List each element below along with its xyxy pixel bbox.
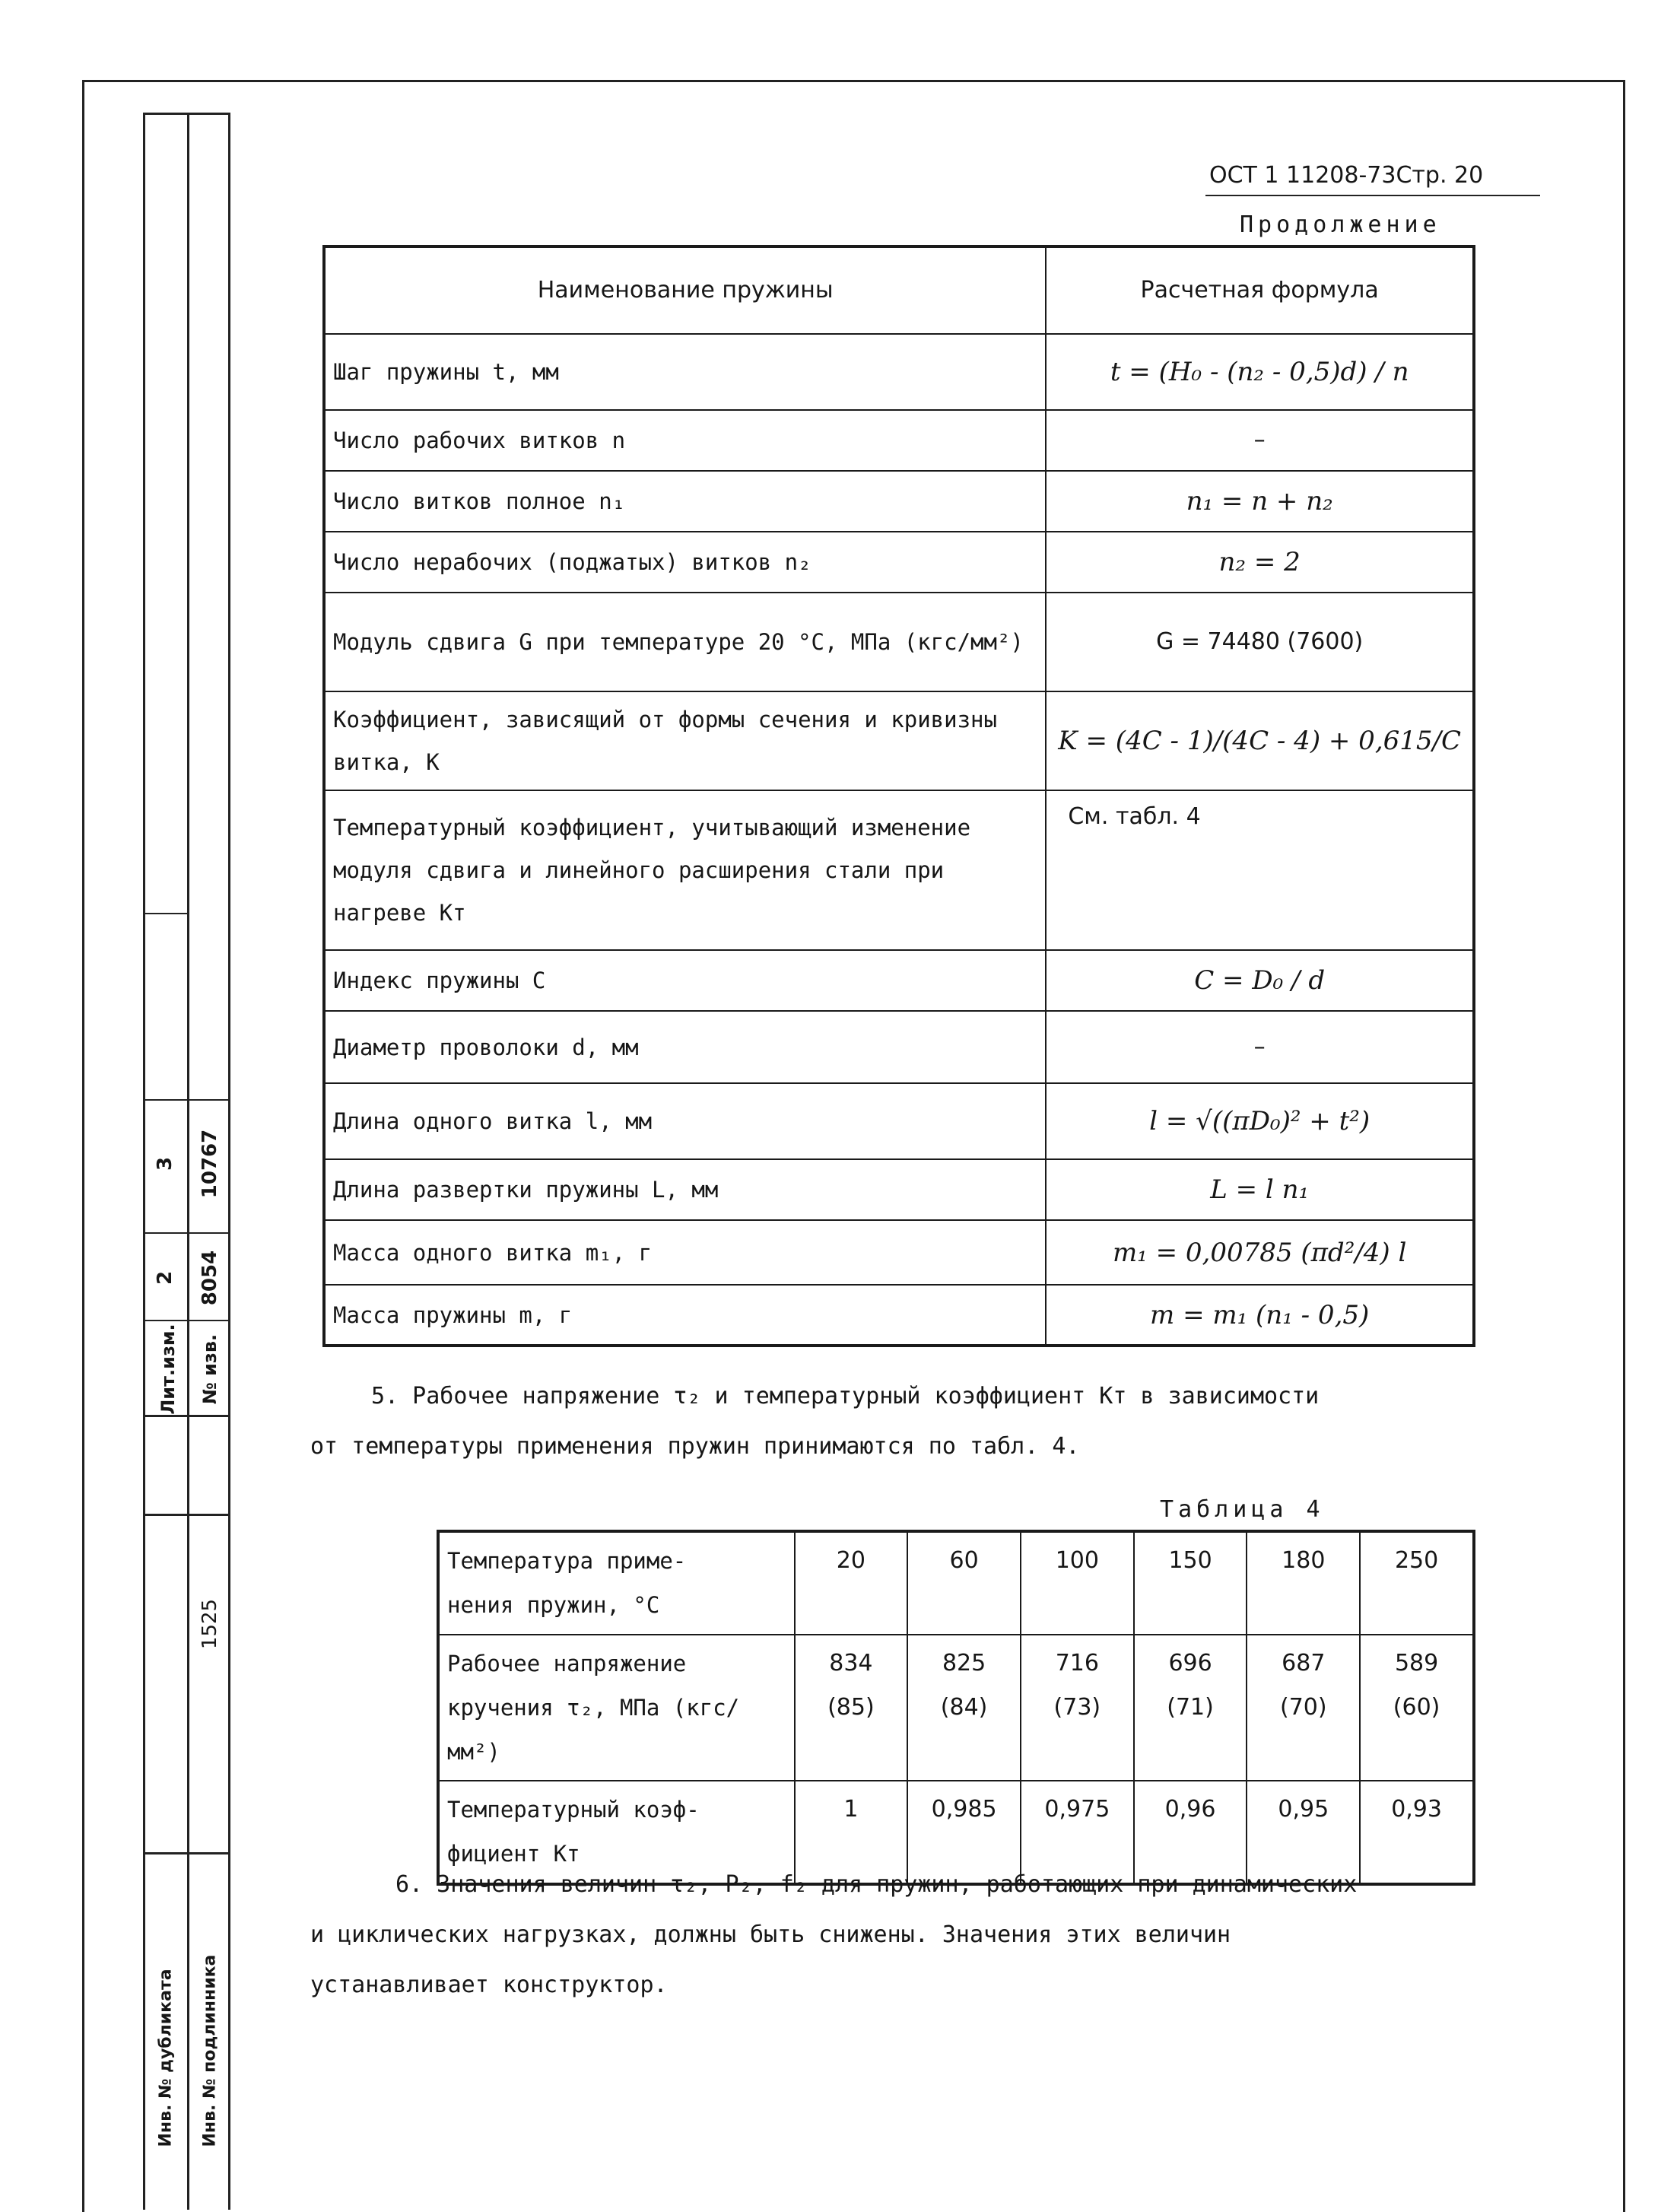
row-name: Число нерабочих (поджатых) витков n₂ [324, 532, 1046, 593]
table-4-caption: Таблица 4 [1160, 1496, 1325, 1523]
change-number-2: 2 [154, 1270, 176, 1286]
row-formula: – [1046, 1011, 1474, 1083]
table-row [324, 790, 1474, 950]
stress-kgs: (70) [1280, 1694, 1327, 1721]
continuation-label: Продолжение [1240, 211, 1441, 238]
row-formula: – [1046, 410, 1474, 471]
paragraph-6-line-1: 6. Значения величин τ₂, P₂, f₂ для пружин, работающих при динамических [395, 1871, 1358, 1898]
temperature-cell: 250 [1360, 1531, 1474, 1635]
stress-cell [1134, 1635, 1247, 1781]
table-row [324, 532, 1474, 593]
row-formula: n₂ = 2 [1046, 532, 1474, 593]
stress-cell [1360, 1635, 1474, 1781]
coefficient-cell: 0,95 [1247, 1781, 1360, 1884]
table-row [324, 1159, 1474, 1220]
row-formula: K = (4C - 1)/(4C - 4) + 0,615/C [1046, 691, 1474, 790]
stress-cell [1247, 1635, 1360, 1781]
inv-dublikata-label: Инв. № дубликата [156, 1969, 176, 2147]
row-name: Индекс пружины C [324, 950, 1046, 1011]
row-label-stress [438, 1635, 795, 1781]
notice-number-10767: 10767 [199, 1129, 221, 1199]
temperature-cell: 20 [795, 1531, 908, 1635]
paragraph-5-line-2: от температуры применения пружин принимаются по табл. 4. [310, 1433, 1080, 1460]
row-name: Масса одного витка m₁, г [324, 1220, 1046, 1285]
table-row [324, 593, 1474, 691]
temperature-cell: 150 [1134, 1531, 1247, 1635]
label-line: фициент Kт [447, 1841, 580, 1867]
document-code: ОСТ 1 11208-73Стр. 20 [1209, 162, 1484, 189]
row-label-temperature [438, 1531, 795, 1635]
stress-mpa: 834 [829, 1650, 873, 1676]
row-formula: n₁ = n + n₂ [1046, 471, 1474, 532]
table-row [324, 1220, 1474, 1285]
temperature-cell: 60 [907, 1531, 1021, 1635]
table-row [324, 334, 1474, 410]
stress-kgs: (73) [1053, 1694, 1101, 1721]
change-number-3: 3 [154, 1156, 176, 1171]
paragraph-6-line-3: устанавливает конструктор. [310, 1972, 668, 1998]
table-row [324, 1083, 1474, 1159]
table-4 [437, 1530, 1475, 1886]
stress-mpa: 687 [1282, 1650, 1326, 1676]
stress-kgs: (71) [1167, 1694, 1214, 1721]
stress-cell [795, 1635, 908, 1781]
row-formula: l = √((πD₀)² + t²) [1046, 1083, 1474, 1159]
table-row [438, 1635, 1474, 1781]
row-formula: L = l n₁ [1046, 1159, 1474, 1220]
table-row [324, 410, 1474, 471]
table-row [438, 1531, 1474, 1635]
stress-cell [907, 1635, 1021, 1781]
stress-kgs: (60) [1393, 1694, 1440, 1721]
stress-mpa: 589 [1394, 1650, 1439, 1676]
notice-number-8054: 8054 [199, 1250, 221, 1306]
coefficient-cell: 0,975 [1021, 1781, 1134, 1884]
stress-mpa: 825 [942, 1650, 986, 1676]
coefficient-cell: 0,985 [907, 1781, 1021, 1884]
paragraph-6-line-2: и циклических нагрузках, должны быть снижены. Значения этих величин [310, 1921, 1231, 1948]
table-header-row [324, 246, 1474, 334]
row-formula: m₁ = 0,00785 (πd²/4) l [1046, 1220, 1474, 1285]
stress-kgs: (84) [940, 1694, 988, 1721]
stress-mpa: 716 [1055, 1650, 1099, 1676]
stress-cell [1021, 1635, 1134, 1781]
row-name: Масса пружины m, г [324, 1285, 1046, 1346]
table-row [324, 471, 1474, 532]
row-name: Модуль сдвига G при температуре 20 °С, МПа (кгс/мм²) [324, 593, 1046, 691]
coefficient-cell: 0,96 [1134, 1781, 1247, 1884]
table-row [324, 950, 1474, 1011]
label-line: Температура приме- [447, 1548, 687, 1574]
table-row [324, 691, 1474, 790]
coefficient-cell: 1 [795, 1781, 908, 1884]
row-name: Число витков полное n₁ [324, 471, 1046, 532]
no-izv-label: № изв. [199, 1333, 221, 1405]
spring-formula-table [322, 245, 1475, 1347]
table-row [324, 1011, 1474, 1083]
row-name: Температурный коэффициент, учитывающий изменение модуля сдвига и линейного расширения стали при нагреве Kт [324, 790, 1046, 950]
row-name: Коэффициент, зависящий от формы сечения и кривизны витка, K [324, 691, 1046, 790]
header-underline [1205, 195, 1540, 196]
inv-podlinnika-label: Инв. № подлинника [200, 1954, 220, 2147]
row-formula: m = m₁ (n₁ - 0,5) [1046, 1285, 1474, 1346]
coefficient-cell: 0,93 [1360, 1781, 1474, 1884]
temperature-cell: 180 [1247, 1531, 1360, 1635]
col-header-formula: Расчетная формула [1046, 246, 1474, 334]
label-line: Рабочее напряжение [447, 1651, 687, 1676]
col-header-name: Наименование пружины [324, 246, 1046, 334]
table-row [324, 1285, 1474, 1346]
inventory-number: 1525 [199, 1598, 221, 1650]
row-name: Длина одного витка l, мм [324, 1083, 1046, 1159]
row-name: Диаметр проволоки d, мм [324, 1011, 1046, 1083]
row-name: Шаг пружины t, мм [324, 334, 1046, 410]
label-line: кручения τ₂, МПа (кгс/мм²) [447, 1695, 740, 1765]
row-formula: C = D₀ / d [1046, 950, 1474, 1011]
temperature-cell: 100 [1021, 1531, 1134, 1635]
stress-kgs: (85) [827, 1694, 875, 1721]
row-name: Число рабочих витков n [324, 410, 1046, 471]
paragraph-5-line-1: 5. Рабочее напряжение τ₂ и температурный коэффициент Kт в зависимости [371, 1383, 1320, 1410]
lit-izm-label: Лит.изм. [157, 1324, 179, 1415]
row-formula: t = (H₀ - (n₂ - 0,5)d) / n [1046, 334, 1474, 410]
row-formula: G = 74480 (7600) [1046, 593, 1474, 691]
row-name: Длина развертки пружины L, мм [324, 1159, 1046, 1220]
label-line: нения пружин, °С [447, 1592, 660, 1618]
stress-mpa: 696 [1168, 1650, 1212, 1676]
label-line: Температурный коэф- [447, 1797, 700, 1823]
row-formula: См. табл. 4 [1046, 790, 1474, 950]
